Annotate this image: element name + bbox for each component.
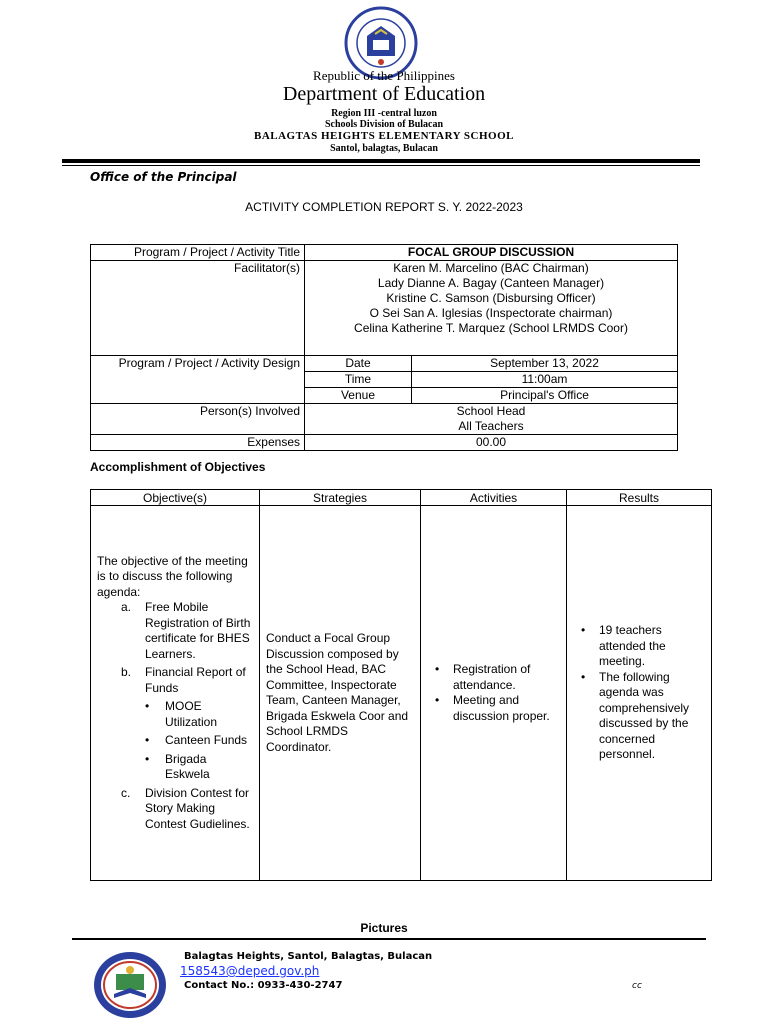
col-header-results: Results	[567, 490, 712, 506]
objectives-cell	[91, 506, 260, 881]
col-header-objectives: Objective(s)	[91, 490, 260, 506]
agenda-marker: b.	[121, 665, 132, 680]
facilitator-item: Kristine C. Samson (Disbursing Officer)	[386, 291, 596, 305]
agenda-item	[121, 786, 253, 833]
funds-subitem: • Canteen Funds	[143, 733, 253, 749]
facilitator-label: Facilitator(s)	[91, 261, 305, 356]
activity-item: • Meeting and discussion proper.	[433, 693, 560, 724]
activities-cell	[421, 506, 567, 881]
school-name: BALAGTAS HEIGHTS ELEMENTARY SCHOOL	[254, 130, 514, 142]
accomplishment-heading: Accomplishment of Objectives	[90, 460, 266, 474]
date-label: Date	[305, 356, 412, 372]
person-item: School Head	[456, 404, 526, 418]
agenda-marker: c.	[121, 785, 131, 800]
school-logo	[92, 950, 168, 1020]
facilitator-list	[305, 261, 678, 356]
strategy-text: Conduct a Focal Group Discussion composed by the School Head, BAC Committee, Inspectorate Team, Canteen Manager, Brigada Eskwela Coor and School LRMDS Coordinator.	[266, 631, 409, 754]
report-title: ACTIVITY COMPLETION REPORT S. Y. 2022-2023	[245, 200, 523, 214]
division-line: Schools Division of Bulacan	[324, 119, 444, 130]
expenses-label: Expenses	[91, 435, 305, 451]
results-cell	[567, 506, 712, 881]
school-address: Santol, balagtas, Bulacan	[330, 143, 438, 154]
agenda-text: Free Mobile Registration of Birth certificate for BHES Learners.	[145, 600, 251, 661]
funds-subitem: • Brigada Eskwela	[143, 752, 253, 783]
footer-email-link[interactable]: 158543@deped.gov.ph	[180, 964, 320, 978]
facilitator-item: O Sei San A. Iglesias (Inspectorate chairman)	[369, 306, 613, 320]
time-label: Time	[305, 372, 412, 388]
date-value: September 13, 2022	[412, 356, 678, 372]
funds-subitem: • MOOE Utilization	[143, 699, 253, 730]
facilitator-item: Celina Katherine T. Marquez (School LRMDS Coor)	[354, 321, 628, 335]
persons-list	[305, 404, 678, 435]
agenda-list-cont	[97, 786, 253, 833]
col-header-strategies: Strategies	[260, 490, 421, 506]
header-divider-thin	[62, 165, 700, 166]
region-line: Region III -central luzon	[331, 108, 437, 119]
footer-divider	[72, 938, 706, 940]
pictures-heading: Pictures	[360, 921, 408, 935]
agenda-text: Division Contest for Story Making Contest Gudielines.	[145, 785, 250, 831]
footer-cc: cc	[632, 981, 642, 991]
footer-address: Balagtas Heights, Santol, Balagtas, Bulacan	[184, 951, 433, 962]
title-label: Program / Project / Activity Title	[91, 245, 305, 261]
persons-label: Person(s) Involved	[91, 404, 305, 435]
activities-list	[427, 662, 560, 724]
expenses-value: 00.00	[305, 435, 678, 451]
activity-info-table	[90, 244, 678, 451]
strategies-cell	[260, 506, 421, 881]
activity-title-value: FOCAL GROUP DISCUSSION	[305, 245, 678, 261]
objective-intro: The objective of the meeting is to discuss the following agenda:	[97, 553, 248, 599]
department-name: Department of Education	[282, 83, 486, 105]
result-item: • The following agenda was comprehensively discussed by the concerned personnel.	[579, 670, 705, 763]
objectives-table	[90, 489, 712, 881]
person-item: All Teachers	[458, 419, 524, 433]
header-divider-thick	[62, 159, 700, 163]
footer-contact: Contact No.: 0933-430-2747	[184, 980, 343, 991]
agenda-item	[121, 600, 253, 662]
design-label: Program / Project / Activity Design	[91, 356, 305, 404]
result-item: • 19 teachers attended the meeting.	[579, 623, 705, 670]
venue-label: Venue	[305, 388, 412, 404]
agenda-item	[121, 665, 253, 696]
activity-item: • Registration of attendance.	[433, 662, 560, 693]
facilitator-item: Lady Dianne A. Bagay (Canteen Manager)	[377, 276, 605, 290]
facilitator-item: Karen M. Marcelino (BAC Chairman)	[393, 261, 589, 275]
results-list	[573, 623, 705, 763]
venue-value: Principal's Office	[412, 388, 678, 404]
agenda-marker: a.	[121, 600, 132, 615]
time-value: 11:00am	[412, 372, 678, 388]
col-header-activities: Activities	[421, 490, 567, 506]
republic-line: Republic of the Philippines	[313, 68, 455, 83]
agenda-list	[97, 600, 253, 696]
funds-sublist	[97, 699, 253, 783]
office-label: Office of the Principal	[90, 170, 237, 184]
agenda-text: Financial Report of Funds	[145, 665, 246, 695]
